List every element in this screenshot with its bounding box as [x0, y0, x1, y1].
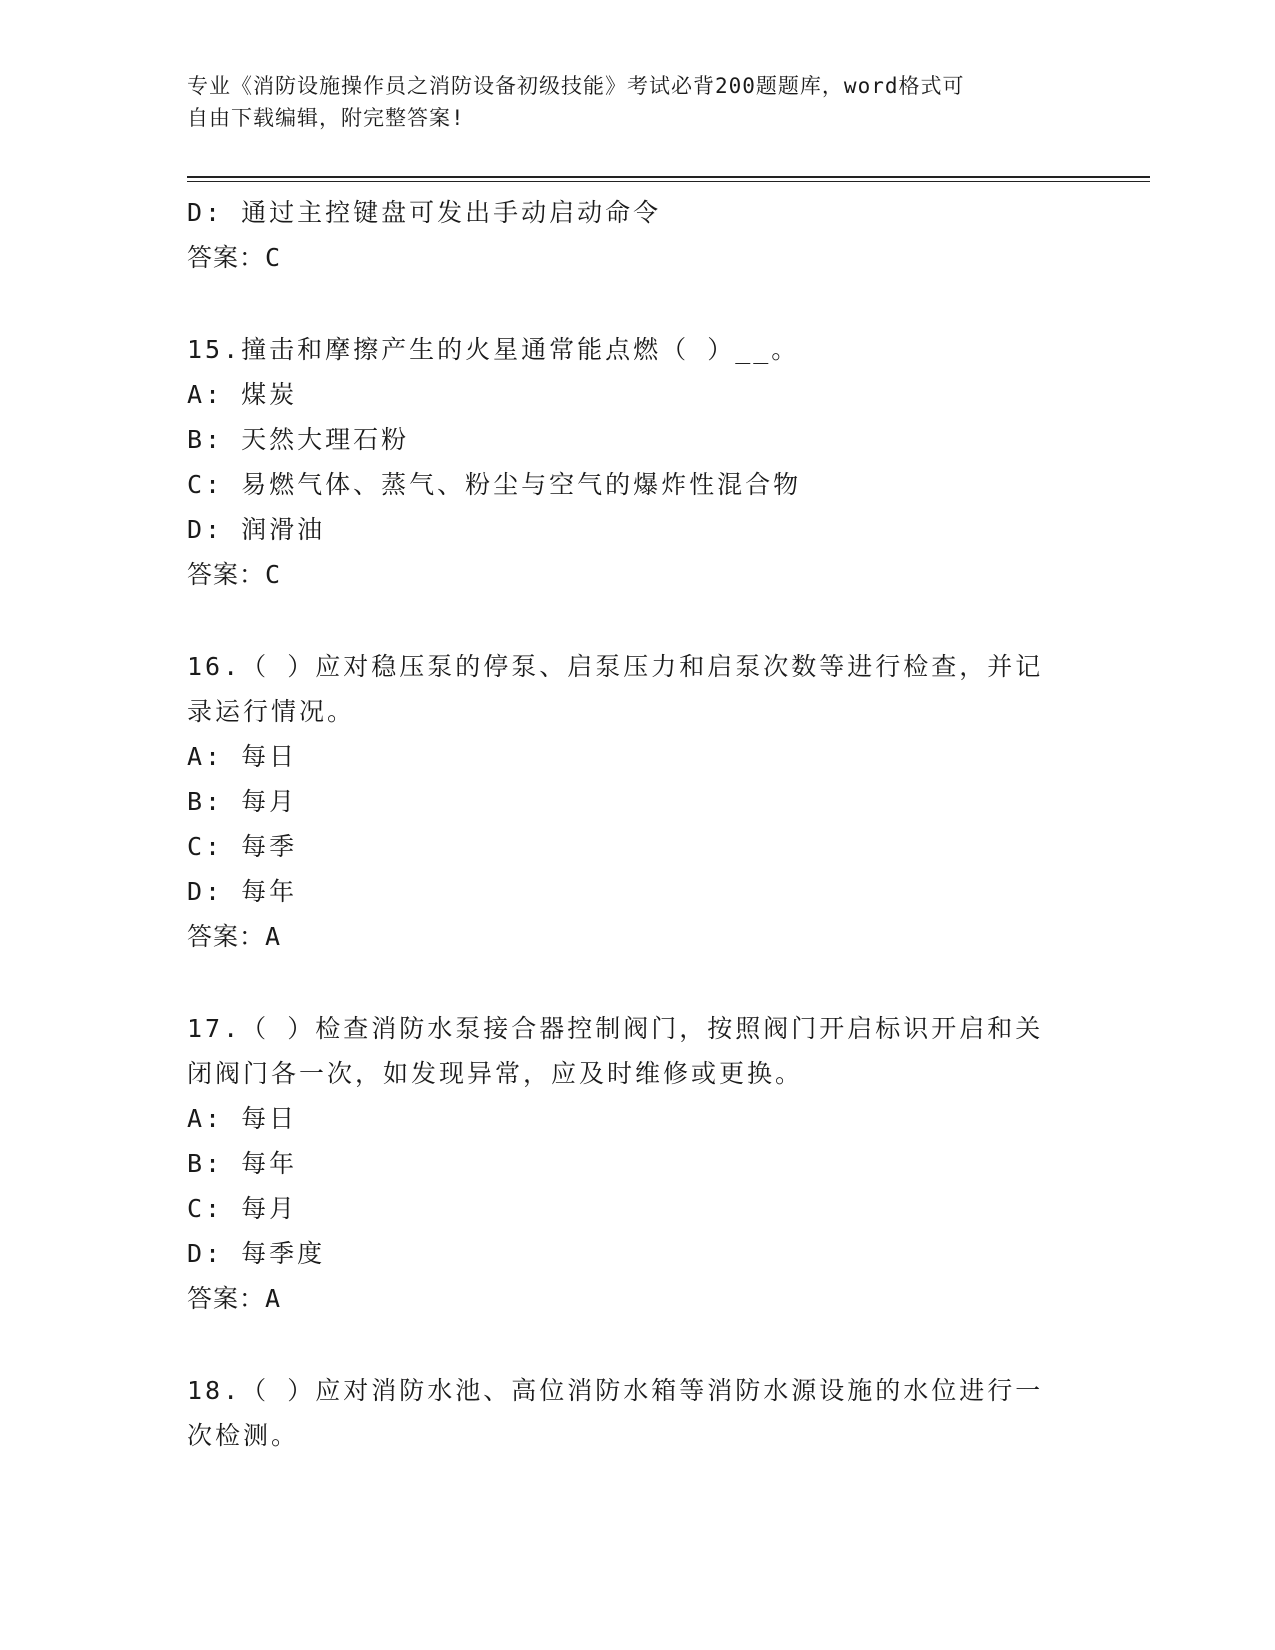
- answer-value: C: [265, 560, 282, 589]
- question-stem-line-1: 17.（ ）检查消防水泵接合器控制阀门，按照阀门开启标识开启和关: [187, 1014, 1044, 1043]
- question-18: [187, 1368, 1087, 1458]
- option-c: C: 易燃气体、蒸气、粉尘与空气的爆炸性混合物: [187, 470, 802, 499]
- option-c: C: 每季: [187, 832, 298, 861]
- header-line-1: 专业《消防设施操作员之消防设备初级技能》考试必背200题题库，word格式可: [187, 74, 965, 98]
- answer-label: 答案：: [187, 922, 266, 951]
- answer-line: [187, 552, 1087, 597]
- question-content: [187, 190, 1087, 1458]
- answer-label: 答案：: [187, 560, 266, 589]
- option-b: B: 每月: [187, 787, 298, 816]
- question-stem-line-1: 18.（ ）应对消防水池、高位消防水箱等消防水源设施的水位进行一: [187, 1376, 1044, 1405]
- option-a: A: 每日: [187, 1104, 298, 1133]
- option-c: C: 每月: [187, 1194, 298, 1223]
- option-d: D: 每年: [187, 877, 298, 906]
- question-stem: 15.撞击和摩擦产生的火星通常能点燃（ ）__。: [187, 335, 800, 364]
- option-a: A: 每日: [187, 742, 298, 771]
- question-stem-line-2: 闭阀门各一次，如发现异常，应及时维修或更换。: [187, 1059, 804, 1088]
- header-rule-thin: [187, 181, 1150, 182]
- option-d: D: 润滑油: [187, 515, 326, 544]
- option-b: B: 天然大理石粉: [187, 425, 410, 454]
- question-stem-line-2: 录运行情况。: [187, 697, 356, 726]
- page-header: [187, 70, 1067, 134]
- option-a: A: 煤炭: [187, 380, 298, 409]
- option-b: B: 每年: [187, 1149, 298, 1178]
- answer-value: A: [265, 922, 282, 951]
- answer-value: A: [265, 1284, 282, 1313]
- question-14-tail: [187, 190, 1087, 280]
- answer-line: [187, 914, 1087, 959]
- question-stem-line-2: 次检测。: [187, 1421, 300, 1450]
- answer-label: 答案：: [187, 1284, 266, 1313]
- header-rule-thick: [187, 176, 1150, 178]
- question-16: [187, 644, 1087, 959]
- question-17: [187, 1006, 1087, 1321]
- question-15: [187, 327, 1087, 597]
- answer-line: [187, 1276, 1087, 1321]
- option-d: D: 每季度: [187, 1239, 326, 1268]
- answer-line: [187, 235, 1087, 280]
- answer-value: C: [265, 243, 282, 272]
- answer-label: 答案：: [187, 243, 266, 272]
- question-stem-line-1: 16.（ ）应对稳压泵的停泵、启泵压力和启泵次数等进行检查，并记: [187, 652, 1044, 681]
- option-d: D: 通过主控键盘可发出手动启动命令: [187, 198, 662, 227]
- header-line-2: 自由下载编辑，附完整答案!: [187, 106, 465, 130]
